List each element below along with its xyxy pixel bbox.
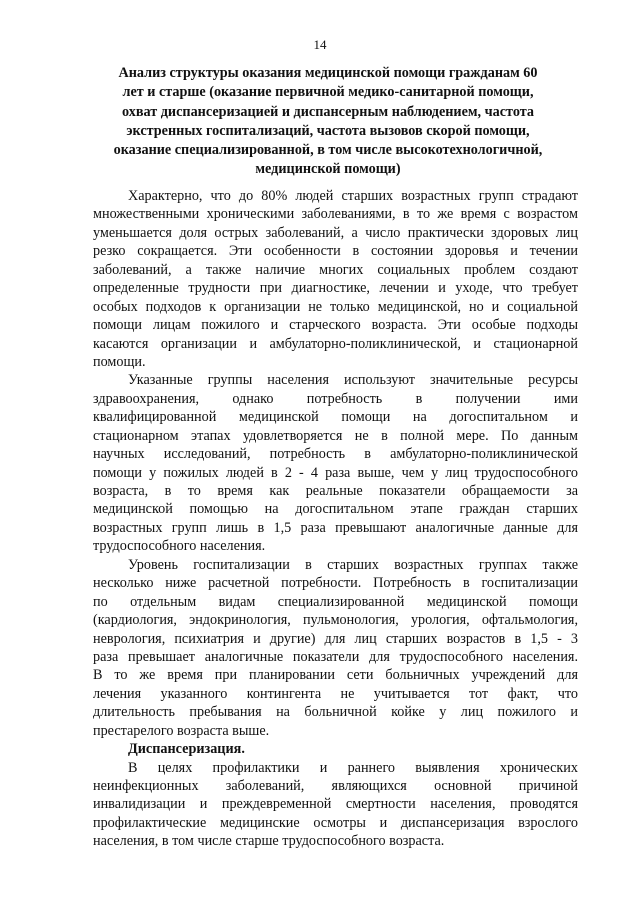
text-line: квалифицированной медицинской помощи на догоспитальном и [93, 409, 578, 426]
page-number: 14 [313, 37, 327, 52]
text-line: раза превышает аналогичные показатели для трудоспособного населения. [93, 648, 578, 665]
text-line: несколько ниже расчетной потребности. Потребность в госпитализации [93, 575, 578, 592]
text-line: заболеваний, а также наличие многих социальных проблем создают [93, 261, 578, 278]
text-line: неврология, психиатрия и другие) для лиц старших возрастов в 1,5 - 3 [93, 630, 578, 647]
text-line: возраста, в то время как реальные показатели обращаемости за [93, 483, 578, 499]
title-line: лет и старше (оказание первичной медико-санитарной помощи, [122, 84, 534, 101]
text-line: лечения указанного контингента не учитывается тот факт, что [93, 685, 578, 702]
text-line: медицинской помощью на догоспитальном этапе граждан старших [93, 501, 578, 518]
title-line: оказание специализированной, в том числе высокотехнологичной, [113, 142, 543, 159]
body-text [93, 187, 578, 851]
text-line: помощи лицам пожилого и старческого возраста. Эти особые подходы [93, 317, 578, 334]
text-line: помощи. [93, 353, 146, 370]
text-line: касаются организации и амбулаторно-поликлинической, и стационарной [93, 335, 578, 352]
text-line: длительность пребывания на больничной койке у лиц пожилого и [93, 704, 578, 721]
text-line: Характерно, что до 80% людей старших возрастных групп страдают [128, 188, 578, 204]
text-line: неинфекционных заболеваний, являющихся основной причиной [93, 778, 578, 794]
section-title [100, 64, 556, 180]
text-line: В то же время при планировании сети больничных учреждений для [93, 667, 578, 684]
text-line: стационарном этапах удовлетворяется не в полной мере. По данным [93, 427, 578, 444]
text-line: особых подходов к организации не только медицинской, но и социальной [93, 298, 578, 315]
text-line: (кардиология, эндокринология, пульмонология, урология, офтальмология, [93, 612, 578, 629]
text-line: резко сокращается. Эти особенности в состоянии здоровья и течении [93, 243, 578, 260]
text-line: инвалидизации и преждевременной смертности населения, проводятся [93, 796, 578, 813]
text-line: Уровень госпитализации в старших возрастных группах также [128, 556, 578, 573]
text-line: профилактические медицинские осмотры и диспансеризация взрослого [93, 814, 578, 831]
text-line: здравоохранения, однако потребность в получении ими [93, 390, 578, 407]
text-line: трудоспособного населения. [93, 538, 266, 555]
text-line: уменьшается доля острых заболеваний, а число практически здоровых лиц [93, 224, 578, 241]
title-line: охват диспансеризацией и диспансерным наблюдением, частота [122, 103, 534, 120]
text-line: населения, в том числе старше трудоспособного возраста. [93, 833, 445, 850]
text-line: помощи у пожилых людей в 2 - 4 раза выше, чем у лиц трудоспособного [93, 464, 578, 481]
text-line: престарелого возраста выше. [93, 722, 270, 739]
title-line: экстренных госпитализаций, частота вызовов скорой помощи, [126, 122, 530, 139]
title-line: медицинской помощи) [255, 161, 401, 178]
text-line: научных исследований, потребность в амбулаторно-поликлинической [93, 446, 578, 463]
text-line: Указанные группы населения используют значительные ресурсы [128, 372, 578, 389]
text-line: множественными хроническими заболеваниями, в то же время с возрастом [93, 206, 578, 223]
subsection-heading: Диспансеризация. [128, 741, 245, 758]
text-line: по отдельным видам специализированной медицинской помощи [93, 593, 578, 610]
text-line: определенные трудности при диагностике, лечении и уходе, что требует [93, 280, 578, 297]
text-line: В целях профилактики и раннего выявления хронических [128, 759, 578, 776]
text-line: возрастных групп лишь в 1,5 раза превышают аналогичные данные для [93, 519, 578, 536]
title-line: Анализ структуры оказания медицинской помощи гражданам 60 [118, 65, 538, 81]
